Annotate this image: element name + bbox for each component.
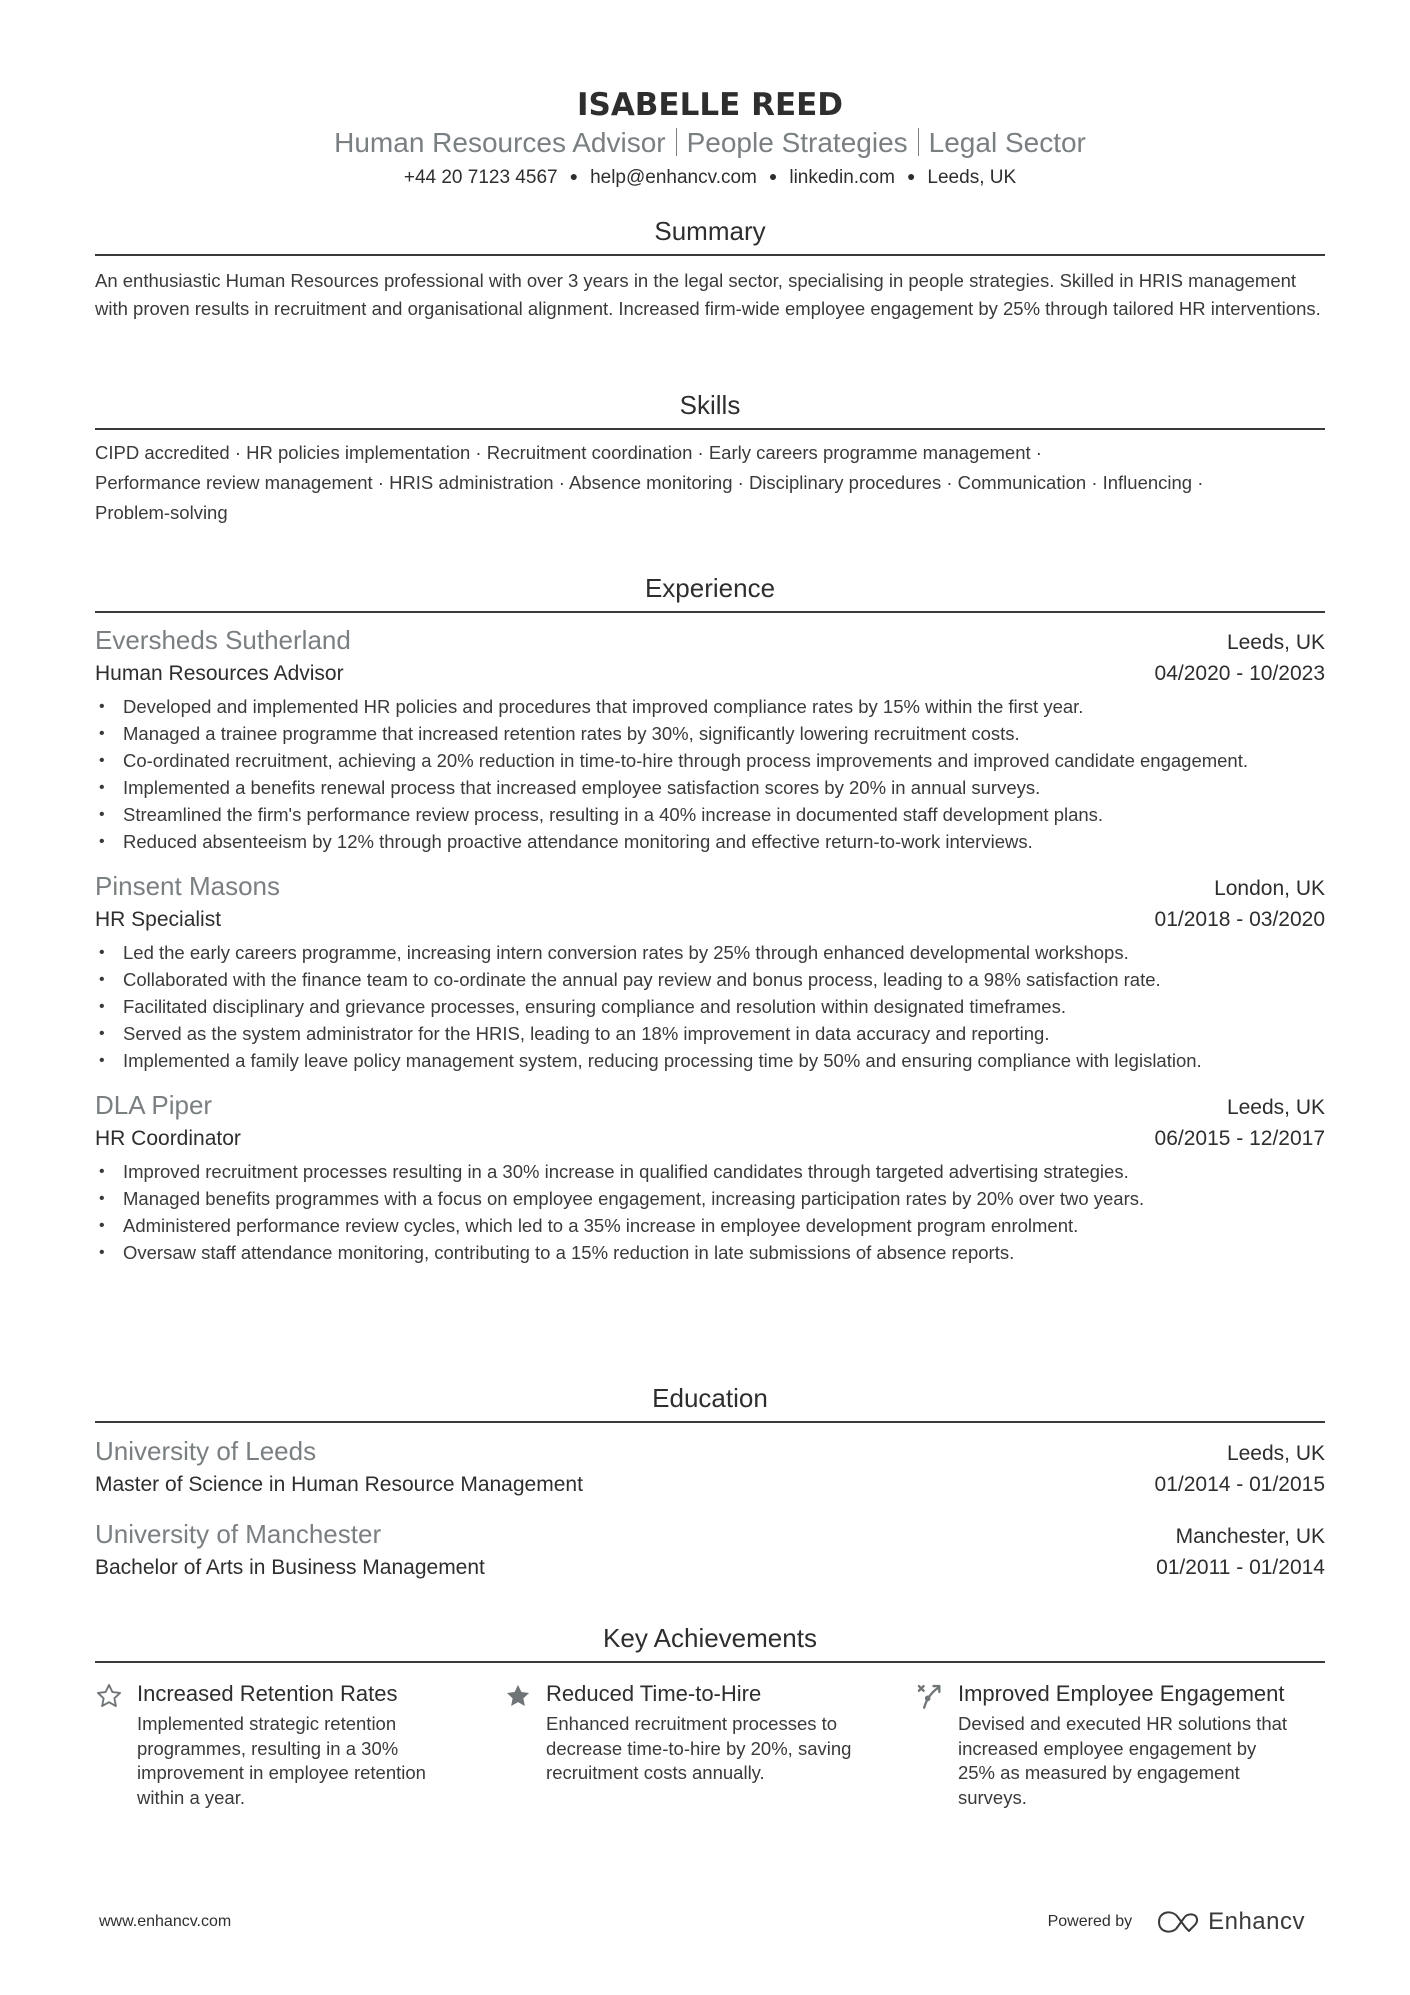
contact-info: [95, 163, 1325, 191]
brand-logo[interactable]: [1156, 1908, 1305, 1936]
summary-text: An enthusiastic Human Resources professional with over 3 years in the legal sector, specialising in people strategies. Skilled in HRIS management with proven results in recruitment and organisational alignment. Increased firm-wide employee engagement by 25% through tailored HR interventions.: [95, 270, 1321, 319]
job-location: Leeds, UK: [1226, 1096, 1325, 1119]
powered-by-label: Powered by: [1047, 1913, 1133, 1930]
section-divider: [95, 428, 1325, 430]
job-dates: 04/2020 - 10/2023: [1154, 662, 1325, 685]
bullet-separator: ●: [569, 168, 579, 184]
star-outline-icon: [95, 1679, 137, 1810]
achievement-list: [95, 1158, 1325, 1266]
headline-part: Human Resources Advisor: [334, 127, 666, 158]
achievement-list: [95, 693, 1325, 855]
list-item: • Managed a trainee programme that increased retention rates by 30%, significantly lowering recruitment costs.: [95, 720, 1325, 747]
list-item: • Managed benefits programmes with a focus on employee engagement, increasing participation rates by 20% over two years.: [95, 1185, 1325, 1212]
skills-section: [95, 388, 1325, 528]
education-entry: [95, 1517, 1325, 1584]
list-item: • Improved recruitment processes resulting in a 30% increase in qualified candidates through targeted advertising strategies.: [95, 1158, 1325, 1185]
list-item: • Implemented a benefits renewal process that increased employee satisfaction scores by 20% in annual surveys.: [95, 774, 1325, 801]
skills-line: Performance review management · HRIS administration · Absence monitoring · Disciplinary procedures · Communication · Influencing ·: [95, 472, 1204, 493]
degree: Master of Science in Human Resource Management: [95, 1473, 583, 1496]
section-title: Experience: [644, 573, 776, 603]
headline: [95, 125, 1325, 161]
section-title: Summary: [654, 216, 766, 246]
powered-by: [1048, 1908, 1305, 1936]
strategy-icon: [916, 1679, 958, 1810]
summary-section: [95, 214, 1325, 323]
achievements-grid: [95, 1679, 1325, 1810]
list-item: • Reduced absenteeism by 12% through proactive attendance monitoring and effective return-to-work interviews.: [95, 828, 1325, 855]
section-title: Education: [652, 1383, 768, 1413]
job-title: HR Specialist: [95, 908, 222, 931]
achievement-item: [504, 1679, 916, 1810]
job-location: Leeds, UK: [1226, 631, 1325, 654]
achievement-description: Devised and executed HR solutions that increased employee engagement by 25% as measured by engagement surveys.: [957, 1713, 1288, 1808]
achievement-item: [916, 1679, 1325, 1810]
section-divider: [95, 1661, 1325, 1663]
job-location: London, UK: [1214, 877, 1325, 900]
experience-entry: [95, 869, 1325, 1074]
achievement-title: Increased Retention Rates: [137, 1681, 398, 1706]
section-title: Skills: [679, 390, 741, 420]
resume-header: [95, 0, 1325, 191]
headline-part: People Strategies: [686, 127, 908, 158]
list-item: • Collaborated with the finance team to co-ordinate the annual pay review and bonus process, leading to a 98% satisfaction rate.: [95, 966, 1325, 993]
contact-location: Leeds, UK: [927, 167, 1017, 188]
star-filled-icon: [504, 1679, 546, 1810]
section-divider: [95, 254, 1325, 256]
school-name: University of Manchester: [95, 1519, 382, 1549]
skills-line: CIPD accredited · HR policies implementation · Recruitment coordination · Early careers programme management ·: [95, 442, 1042, 463]
page-footer: [99, 1908, 1305, 1936]
education-section: [95, 1381, 1325, 1584]
contact-email[interactable]: help@enhancv.com: [590, 167, 757, 188]
list-item: • Co-ordinated recruitment, achieving a 20% reduction in time-to-hire through process improvements and improved candidate engagement.: [95, 747, 1325, 774]
education-entry: [95, 1434, 1325, 1501]
education-dates: 01/2014 - 01/2015: [1154, 1473, 1325, 1496]
achievement-description: Enhanced recruitment processes to decrease time-to-hire by 20%, saving recruitment costs annually.: [546, 1713, 852, 1783]
achievement-title: Reduced Time-to-Hire: [546, 1681, 762, 1706]
experience-entry: [95, 623, 1325, 855]
list-item: • Oversaw staff attendance monitoring, contributing to a 15% reduction in late submissions of absence reports.: [95, 1239, 1325, 1266]
section-divider: [95, 1421, 1325, 1423]
footer-website-link[interactable]: www.enhancv.com: [99, 1913, 232, 1930]
list-item: • Developed and implemented HR policies and procedures that improved compliance rates by 15% within the first year.: [95, 693, 1325, 720]
achievement-title: Improved Employee Engagement: [957, 1681, 1285, 1706]
headline-part: Legal Sector: [928, 127, 1086, 158]
contact-phone: +44 20 7123 4567: [403, 167, 558, 188]
school-name: University of Leeds: [95, 1436, 317, 1466]
list-item: • Streamlined the firm's performance review process, resulting in a 40% increase in documented staff development plans.: [95, 801, 1325, 828]
job-dates: 01/2018 - 03/2020: [1154, 908, 1325, 931]
skills-line: Problem-solving: [95, 502, 228, 523]
bullet-separator: ●: [768, 168, 778, 184]
degree: Bachelor of Arts in Business Management: [95, 1556, 485, 1579]
achievement-item: [95, 1679, 504, 1810]
skills-list: [95, 438, 1325, 528]
contact-linkedin[interactable]: linkedin.com: [789, 167, 895, 188]
company-name: DLA Piper: [95, 1090, 213, 1120]
section-divider: [95, 611, 1325, 613]
job-title: HR Coordinator: [95, 1127, 241, 1150]
resume-page: [95, 0, 1325, 1808]
list-item: • Served as the system administrator for the HRIS, leading to an 18% improvement in data accuracy and reporting.: [95, 1020, 1325, 1047]
company-name: Eversheds Sutherland: [95, 625, 351, 655]
brand-name: Enhancv: [1208, 1908, 1305, 1935]
achievement-list: [95, 939, 1325, 1074]
education-dates: 01/2011 - 01/2014: [1156, 1556, 1325, 1579]
school-location: Leeds, UK: [1226, 1442, 1325, 1465]
enhancv-logo-icon: [1156, 1910, 1202, 1934]
list-item: • Implemented a family leave policy management system, reducing processing time by 50% and ensuring compliance with legislation.: [95, 1047, 1325, 1074]
headline-separator: [918, 128, 919, 156]
company-name: Pinsent Masons: [95, 871, 280, 901]
achievement-description: Implemented strategic retention programmes, resulting in a 30% improvement in employee retention within a year.: [137, 1713, 426, 1808]
headline-separator: [676, 128, 677, 156]
list-item: • Administered performance review cycles, which led to a 35% increase in employee development program enrolment.: [95, 1212, 1325, 1239]
list-item: • Led the early careers programme, increasing intern conversion rates by 25% through enhanced developmental workshops.: [95, 939, 1325, 966]
experience-section: [95, 571, 1325, 1266]
bullet-separator: ●: [906, 168, 916, 184]
candidate-name: ISABELLE REED: [576, 87, 844, 123]
list-item: • Facilitated disciplinary and grievance processes, ensuring compliance and resolution within designated timeframes.: [95, 993, 1325, 1020]
school-location: Manchester, UK: [1175, 1525, 1325, 1548]
achievements-section: [95, 1621, 1325, 1810]
job-dates: 06/2015 - 12/2017: [1154, 1127, 1325, 1150]
experience-entry: [95, 1088, 1325, 1266]
job-title: Human Resources Advisor: [95, 662, 344, 685]
section-title: Key Achievements: [603, 1623, 817, 1653]
